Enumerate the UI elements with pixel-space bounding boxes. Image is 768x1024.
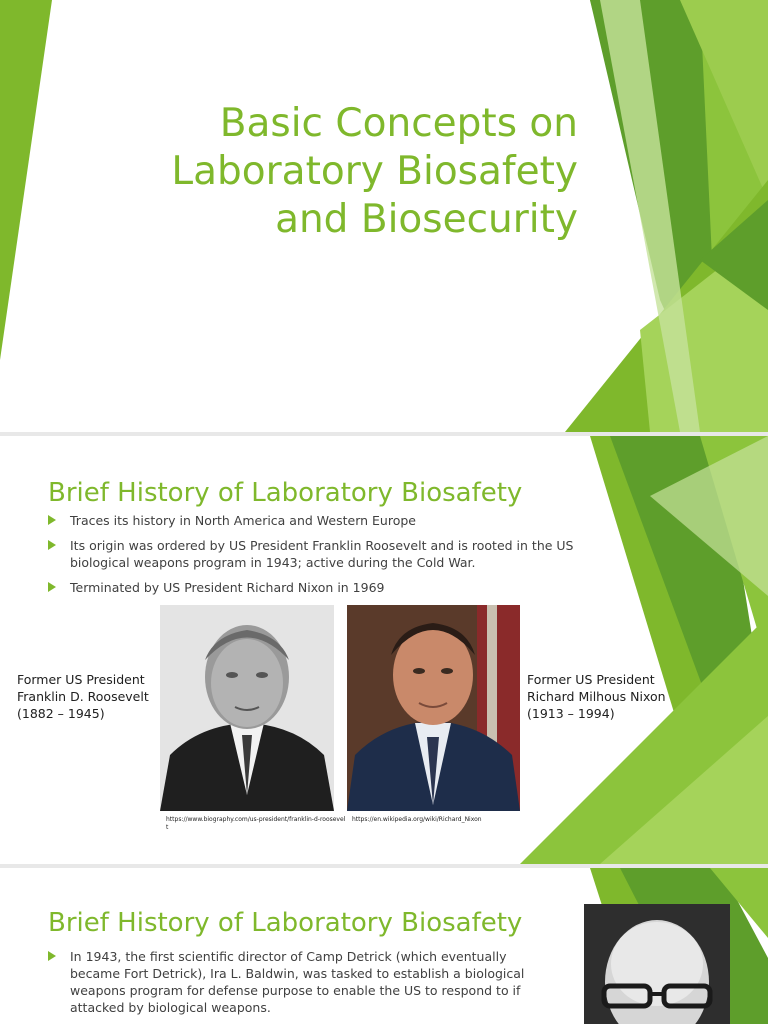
list-item: Traces its history in North America and Western Europe	[48, 512, 578, 529]
slide-heading: Brief History of Laboratory Biosafety	[48, 478, 523, 508]
list-item: Its origin was ordered by US President Franklin Roosevelt and is rooted in the US biological weapons program in 1943; active during the Cold War.	[48, 537, 578, 571]
bullet-arrow-icon	[48, 951, 56, 961]
bullet-list	[48, 948, 548, 1024]
bullet-arrow-icon	[48, 582, 56, 592]
title-line: and Biosecurity	[275, 197, 578, 242]
list-item: Terminated by US President Richard Nixon in 1969	[48, 579, 578, 596]
roosevelt-caption: Former US President Franklin D. Roosevelt (1882 – 1945)	[17, 672, 149, 721]
bullet-arrow-icon	[48, 515, 56, 525]
history-slide-continued	[0, 868, 768, 1024]
nixon-photo	[347, 605, 520, 811]
title-line: Laboratory Biosafety	[171, 149, 578, 194]
history-slide	[0, 436, 768, 864]
nixon-caption: Former US President Richard Milhous Nixon (1913 – 1994)	[527, 672, 666, 721]
nixon-source-link[interactable]: https://en.wikipedia.org/wiki/Richard_Nixon	[352, 816, 482, 823]
baldwin-photo	[584, 904, 730, 1024]
roosevelt-source-link[interactable]: https://www.biography.com/us-president/franklin-d-roosevelt	[166, 816, 346, 831]
bullet-arrow-icon	[48, 540, 56, 550]
bullet-list	[48, 512, 578, 604]
title-slide	[0, 0, 768, 432]
title-line: Basic Concepts on	[219, 101, 578, 146]
roosevelt-photo	[160, 605, 334, 811]
slide-title	[171, 100, 578, 244]
slide-heading: Brief History of Laboratory Biosafety	[48, 908, 523, 938]
list-item: In 1943, the first scientific director of Camp Detrick (which eventually became Fort Detrick), Ira L. Baldwin, was tasked to establish a biological weapons program for defense purpose to enable the US to respond to if attacked by biological weapons.	[48, 948, 548, 1016]
